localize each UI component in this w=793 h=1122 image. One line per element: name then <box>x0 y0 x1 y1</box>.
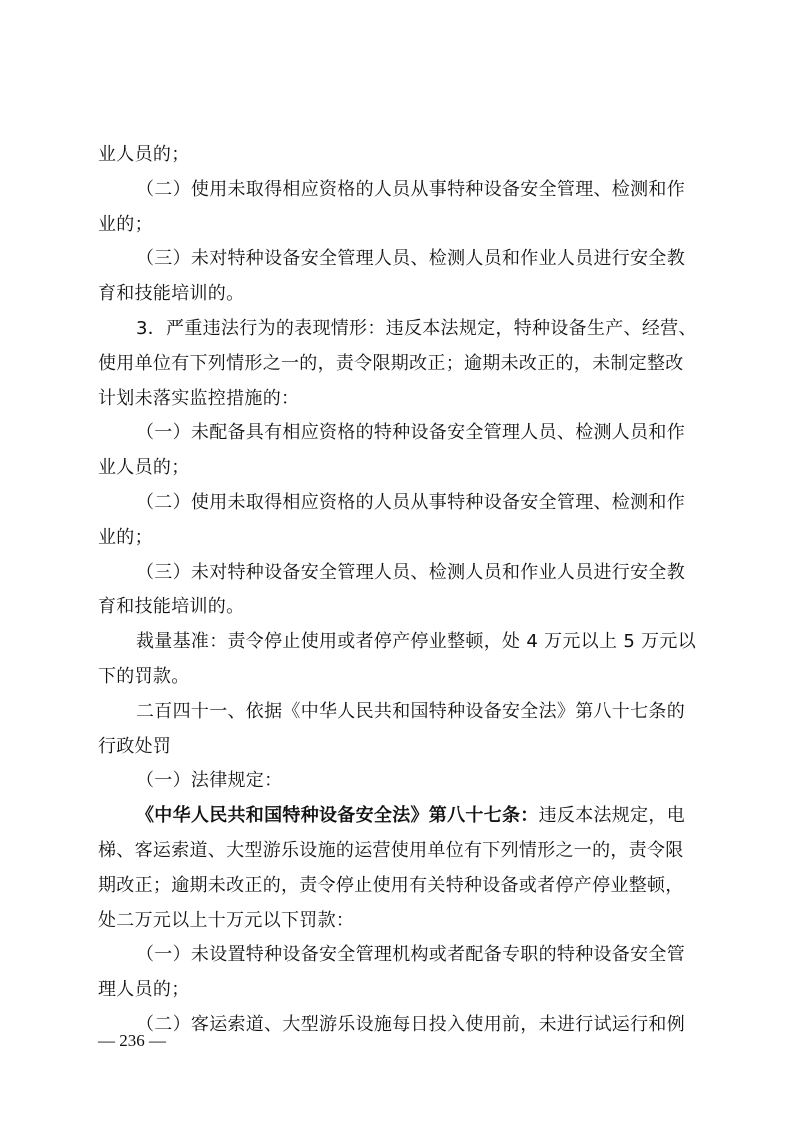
line-text: 处二万元以上十万元以下罚款： <box>98 909 355 931</box>
text-line <box>98 382 696 417</box>
text-line <box>98 416 696 451</box>
text-line <box>98 556 696 591</box>
line-text: 裁量基准：责令停止使用或者停产停业整顿，处 4 万元以上 5 万元以 <box>136 631 696 653</box>
line-text: 育和技能培训的。 <box>98 283 245 305</box>
line-text: （一）未设置特种设备安全管理机构或者配备专职的特种设备安全管 <box>136 944 685 966</box>
line-text: 梯、客运索道、大型游乐设施的运营使用单位有下列情形之一的，责令限 <box>98 839 684 861</box>
text-line <box>98 938 696 973</box>
line-text: 业人员的； <box>98 144 190 165</box>
text-line <box>98 451 696 486</box>
line-text: 计划未落实监控措施的： <box>98 387 300 409</box>
line-text: （三）未对特种设备安全管理人员、检测人员和作业人员进行安全教 <box>136 561 685 583</box>
line-text: 下的罚款。 <box>98 665 190 687</box>
text-line <box>98 590 696 625</box>
line-text: 违反本法规定，电 <box>538 805 686 827</box>
text-line <box>98 138 696 173</box>
line-text: 业的； <box>98 526 153 548</box>
line-text: 3．严重违法行为的表现情形：违反本法规定，特种设备生产、经营、 <box>136 317 697 339</box>
text-line <box>98 695 696 730</box>
line-text: 理人员的； <box>98 979 190 1001</box>
text-line <box>98 486 696 521</box>
line-text: 业人员的； <box>98 457 190 479</box>
text-line <box>98 730 696 765</box>
text-line <box>98 312 696 347</box>
text-line <box>98 347 696 382</box>
line-text: 育和技能培训的。 <box>98 596 245 618</box>
text-line <box>98 242 696 277</box>
line-text: 行政处罚 <box>98 735 172 757</box>
line-text: 二百四十一、依据《中华人民共和国特种设备安全法》第八十七条的 <box>136 700 685 722</box>
document-body <box>98 138 696 1043</box>
text-line <box>98 625 696 660</box>
text-line <box>98 521 696 556</box>
text-line <box>98 869 696 904</box>
line-text: （二）使用未取得相应资格的人员从事特种设备安全管理、检测和作 <box>136 491 685 513</box>
text-line <box>98 764 696 799</box>
text-line <box>98 904 696 939</box>
line-text: 业的； <box>98 213 153 235</box>
text-line <box>98 799 696 834</box>
text-line <box>98 277 696 312</box>
text-line <box>98 1008 696 1043</box>
text-line <box>98 208 696 243</box>
line-text: （二）使用未取得相应资格的人员从事特种设备安全管理、检测和作 <box>136 178 685 200</box>
line-text: 期改正；逾期未改正的，责令停止使用有关特种设备或者停产停业整顿， <box>98 874 684 896</box>
page-number: — 236 — <box>98 1031 166 1050</box>
text-line <box>98 834 696 869</box>
line-text: （一）法律规定： <box>136 770 283 792</box>
bold-heading: 《中华人民共和国特种设备安全法》第八十七条： <box>136 805 539 827</box>
text-line <box>98 973 696 1008</box>
text-line <box>98 173 696 208</box>
line-text: 使用单位有下列情形之一的，责令限期改正；逾期未改正的，未制定整改 <box>98 352 684 374</box>
text-line <box>98 660 696 695</box>
line-text: （三）未对特种设备安全管理人员、检测人员和作业人员进行安全教 <box>136 248 685 270</box>
line-text: （二）客运索道、大型游乐设施每日投入使用前，未进行试运行和例 <box>136 1013 685 1035</box>
line-text: （一）未配备具有相应资格的特种设备安全管理人员、检测人员和作 <box>136 422 685 444</box>
